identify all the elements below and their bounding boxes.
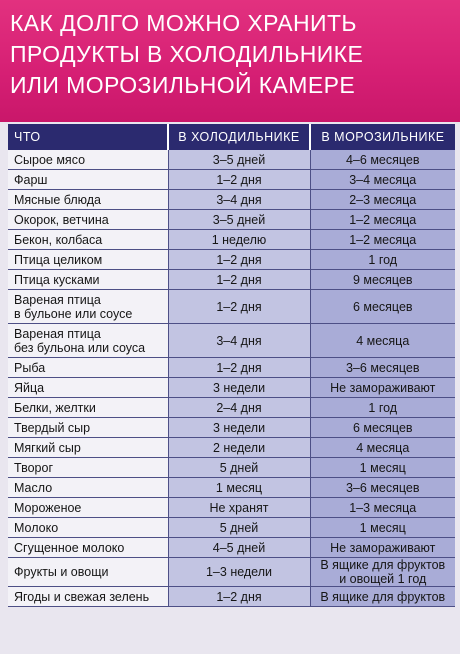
freezer-duration: 4–6 месяцев — [310, 150, 455, 170]
table-row — [8, 498, 455, 518]
product-cell — [8, 518, 168, 538]
title-line: ИЛИ МОРОЗИЛЬНОЙ КАМЕРЕ — [10, 72, 356, 98]
fridge-duration: 1 неделю — [168, 230, 310, 250]
table-row — [8, 190, 455, 210]
product-cell — [8, 170, 168, 190]
freezer-duration: 1–2 месяца — [310, 210, 455, 230]
product-cell — [8, 418, 168, 438]
table-body — [8, 150, 455, 607]
fridge-duration: 5 дней — [168, 518, 310, 538]
fridge-duration: 1–2 дня — [168, 358, 310, 378]
product-cell — [8, 538, 168, 558]
product-cell — [8, 210, 168, 230]
title-line: ПРОДУКТЫ В ХОЛОДИЛЬНИКЕ — [10, 41, 364, 67]
product-name: Окорок, ветчина — [14, 212, 109, 227]
freezer-duration: В ящике для фруктов — [310, 587, 455, 607]
product-name: Белки, желтки — [14, 400, 96, 415]
fridge-duration: 1–3 недели — [168, 558, 310, 587]
table-row — [8, 250, 455, 270]
title-line: КАК ДОЛГО МОЖНО ХРАНИТЬ — [10, 10, 357, 36]
title-banner — [0, 0, 460, 122]
freezer-duration: 1 месяц — [310, 458, 455, 478]
product-name: Рыба — [14, 360, 46, 375]
freezer-duration: 1–2 месяца — [310, 230, 455, 250]
freezer-duration: 3–6 месяцев — [310, 358, 455, 378]
product-name: Вареная птица — [14, 292, 101, 307]
table-row — [8, 587, 455, 607]
product-cell — [8, 587, 168, 607]
product-name: Мороженое — [14, 500, 82, 515]
product-name: Яйца — [14, 380, 45, 395]
fridge-duration: 1–2 дня — [168, 170, 310, 190]
fridge-duration: 3 недели — [168, 418, 310, 438]
fridge-duration: 5 дней — [168, 458, 310, 478]
header-what: ЧТО — [8, 124, 168, 150]
table-row — [8, 150, 455, 170]
table-row — [8, 438, 455, 458]
fridge-duration: 3–5 дней — [168, 210, 310, 230]
freezer-duration: Не замораживают — [310, 378, 455, 398]
freezer-duration: 4 месяца — [310, 324, 455, 358]
product-cell — [8, 358, 168, 378]
storage-table-container — [8, 124, 455, 654]
freezer-duration: 4 месяца — [310, 438, 455, 458]
fridge-duration: 1–2 дня — [168, 270, 310, 290]
product-cell — [8, 290, 168, 324]
fridge-duration: 3–5 дней — [168, 150, 310, 170]
storage-table — [8, 124, 455, 607]
table-row — [8, 418, 455, 438]
product-name: Фрукты и овощи — [14, 565, 109, 579]
table-row — [8, 210, 455, 230]
table-row — [8, 290, 455, 324]
freezer-duration: 1–3 месяца — [310, 498, 455, 518]
fridge-duration: 1–2 дня — [168, 587, 310, 607]
product-cell — [8, 498, 168, 518]
fridge-duration: 3–4 дня — [168, 324, 310, 358]
product-name: Бекон, колбаса — [14, 232, 103, 247]
table-row — [8, 270, 455, 290]
page-title — [10, 8, 450, 101]
freezer-duration: В ящике для фруктов и овощей 1 год — [310, 558, 455, 587]
freezer-duration: 9 месяцев — [310, 270, 455, 290]
freezer-duration: 1 год — [310, 250, 455, 270]
table-row — [8, 398, 455, 418]
header-freezer: В МОРОЗИЛЬНИКЕ — [310, 124, 455, 150]
freezer-duration: 3–4 месяца — [310, 170, 455, 190]
table-row — [8, 230, 455, 250]
fridge-duration: Не хранят — [168, 498, 310, 518]
table-row — [8, 538, 455, 558]
freezer-duration: 6 месяцев — [310, 418, 455, 438]
product-cell — [8, 478, 168, 498]
product-name: Молоко — [14, 520, 59, 535]
table-row — [8, 378, 455, 398]
freezer-duration: 1 месяц — [310, 518, 455, 538]
table-row — [8, 478, 455, 498]
fridge-duration: 2 недели — [168, 438, 310, 458]
product-cell — [8, 398, 168, 418]
product-name: Фарш — [14, 172, 48, 187]
fridge-duration: 1–2 дня — [168, 290, 310, 324]
freezer-duration: 2–3 месяца — [310, 190, 455, 210]
freezer-duration: 6 месяцев — [310, 290, 455, 324]
product-name: Сырое мясо — [14, 152, 86, 167]
header-fridge: В ХОЛОДИЛЬНИКЕ — [168, 124, 310, 150]
table-header-row — [8, 124, 455, 150]
fridge-duration: 4–5 дней — [168, 538, 310, 558]
fridge-duration: 1 месяц — [168, 478, 310, 498]
table-row — [8, 458, 455, 478]
fridge-duration: 3–4 дня — [168, 190, 310, 210]
freezer-duration: Не замораживают — [310, 538, 455, 558]
fridge-duration: 1–2 дня — [168, 250, 310, 270]
product-name: Сгущенное молоко — [14, 540, 125, 555]
table-row — [8, 324, 455, 358]
product-cell — [8, 230, 168, 250]
freezer-duration: 1 год — [310, 398, 455, 418]
product-name: Ягоды и свежая зелень — [14, 589, 150, 604]
table-row — [8, 170, 455, 190]
product-name: Мясные блюда — [14, 192, 101, 207]
product-cell — [8, 324, 168, 358]
product-cell — [8, 190, 168, 210]
product-cell — [8, 378, 168, 398]
freezer-duration: 3–6 месяцев — [310, 478, 455, 498]
product-name: в бульоне или соусе — [14, 306, 133, 321]
table-row — [8, 518, 455, 538]
fridge-duration: 3 недели — [168, 378, 310, 398]
fridge-duration: 2–4 дня — [168, 398, 310, 418]
product-name: Творог — [14, 460, 54, 475]
product-name: Вареная птица — [14, 326, 101, 341]
product-cell — [8, 150, 168, 170]
product-name: Птица кусками — [14, 272, 100, 287]
product-cell — [8, 270, 168, 290]
product-name: Твердый сыр — [14, 420, 91, 435]
product-cell — [8, 250, 168, 270]
product-cell — [8, 458, 168, 478]
product-name: без бульона или соуса — [14, 340, 146, 355]
product-cell — [8, 558, 168, 587]
product-cell — [8, 438, 168, 458]
product-name: Птица целиком — [14, 252, 103, 267]
table-row — [8, 358, 455, 378]
table-row — [8, 558, 455, 587]
product-name: Масло — [14, 480, 53, 495]
product-name: Мягкий сыр — [14, 440, 81, 455]
